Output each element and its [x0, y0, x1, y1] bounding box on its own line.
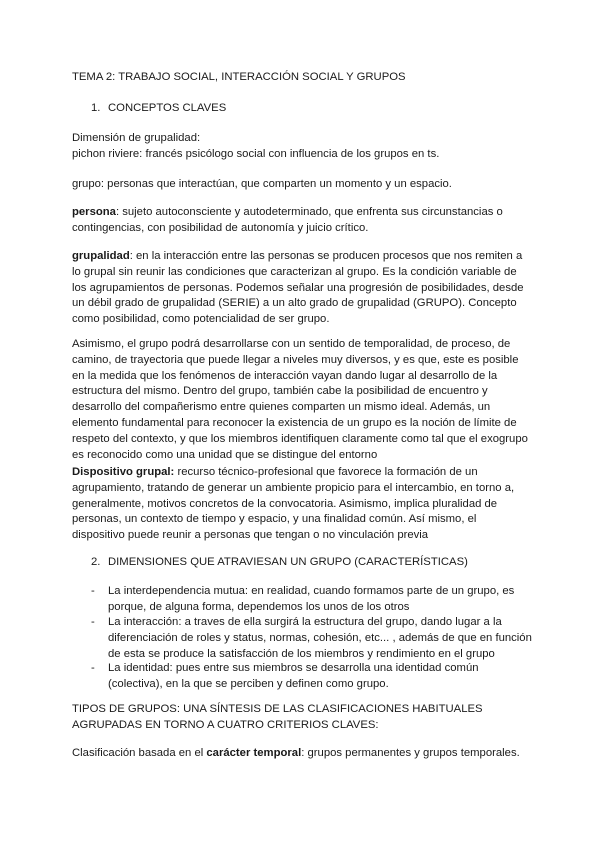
- clasificacion-prefix: Clasificación basada en el: [72, 747, 207, 759]
- grupo-definition: grupo: personas que interactúan, que comparten un momento y un espacio.: [72, 178, 452, 190]
- dimension-line: Dimensión de grupalidad:: [72, 132, 201, 144]
- grupalidad-term: grupalidad: [72, 250, 130, 262]
- dispositivo-text: recurso técnico-profesional que favorece la formación de un agrupamiento, tratando de generar un ambiente propicio para el intercambio, en torno a, generalmente, motivos concretos de la convocatoria. Asimismo, implica pluralidad de personas, un contexto de tiempo y espacio, y una finalidad común. Así mismo, el dispositivo puede reunir a personas que tengan o no vinculación previa: [72, 466, 515, 542]
- tipos-heading: TIPOS DE GRUPOS: UNA SÍNTESIS DE LAS CLASIFICACIONES HABITUALES AGRUPADAS EN TORNO A CUATRO CRITERIOS CLAVES:: [72, 703, 483, 731]
- bullet-marker: -: [91, 585, 95, 597]
- bullet-marker: -: [91, 662, 95, 674]
- document-title: TEMA 2: TRABAJO SOCIAL, INTERACCIÓN SOCIAL Y GRUPOS: [72, 71, 406, 83]
- asimismo-paragraph: Asimismo, el grupo podrá desarrollarse con un sentido de temporalidad, de proceso, de camino, de trayectoria que puede llegar a niveles muy diversos, y es que, este es posible en la medida que los fenómenos de interacción vayan dando lugar al desarrollo de la estructura del mismo. Dentro del grupo, también cabe la posibilidad de encuentro y desarrollo del compañerismo entre quienes comparten un mismo ideal. Además, un elemento fundamental para reconocer la existencia de un grupo es la noción de límite de respeto del contexto, y que los miembros identifiquen claramente como tal que el exogrupo es reconocido como una unidad que se distingue del entorno: [72, 338, 528, 461]
- clasificacion-term: carácter temporal: [206, 747, 302, 759]
- pichon-line: pichon riviere: francés psicólogo social con influencia de los grupos en ts.: [72, 148, 440, 160]
- section-title: CONCEPTOS CLAVES: [108, 102, 227, 114]
- dispositivo-definition: [72, 465, 532, 544]
- section-number: 2.: [91, 556, 101, 568]
- bullet-text: La identidad: pues entre sus miembros se desarrolla una identidad común (colectiva), en la que se perciben y definen como grupo.: [108, 662, 479, 690]
- bullet-marker: -: [91, 616, 95, 628]
- persona-term: persona: [72, 206, 116, 218]
- dispositivo-term: Dispositivo grupal:: [72, 466, 175, 478]
- clasificacion-line: [72, 746, 532, 762]
- bullet-text: La interacción: a traves de ella surgirá la estructura del grupo, dando lugar a la diferenciación de roles y status, normas, cohesión, etc... , además de que en función de esta se produce la satisfacción de los miembros y rendimiento en el grupo: [108, 616, 532, 660]
- persona-text: : sujeto autoconsciente y autodeterminado, que enfrenta sus circunstancias o contingencias, con posibilidad de autonomía y juicio crítico.: [72, 206, 503, 234]
- section-number: 1.: [91, 102, 101, 114]
- grupalidad-definition: [72, 249, 532, 328]
- persona-definition: [72, 205, 532, 237]
- list-item: [91, 615, 532, 662]
- list-item: [91, 661, 532, 693]
- list-item: [91, 584, 532, 616]
- bullet-text: La interdependencia mutua: en realidad, cuando formamos parte de un grupo, es porque, de alguna forma, dependemos los unos de los otros: [108, 585, 515, 613]
- clasificacion-suffix: : grupos permanentes y grupos temporales.: [301, 747, 520, 759]
- grupalidad-text: : en la interacción entre las personas se producen procesos que nos remiten a lo grupal sin reunir las condiciones que caracterizan al grupo. Es la condición variable de los agrupamientos de personas. Podemos señalar una progresión de posibilidades, desde un débil grado de grupalidad (SERIE) a un alto grado de grupalidad (GRUPO). Concepto como posibilidad, como potencialidad de ser grupo.: [72, 250, 524, 326]
- section-title: DIMENSIONES QUE ATRAVIESAN UN GRUPO (CARACTERÍSTICAS): [108, 556, 468, 568]
